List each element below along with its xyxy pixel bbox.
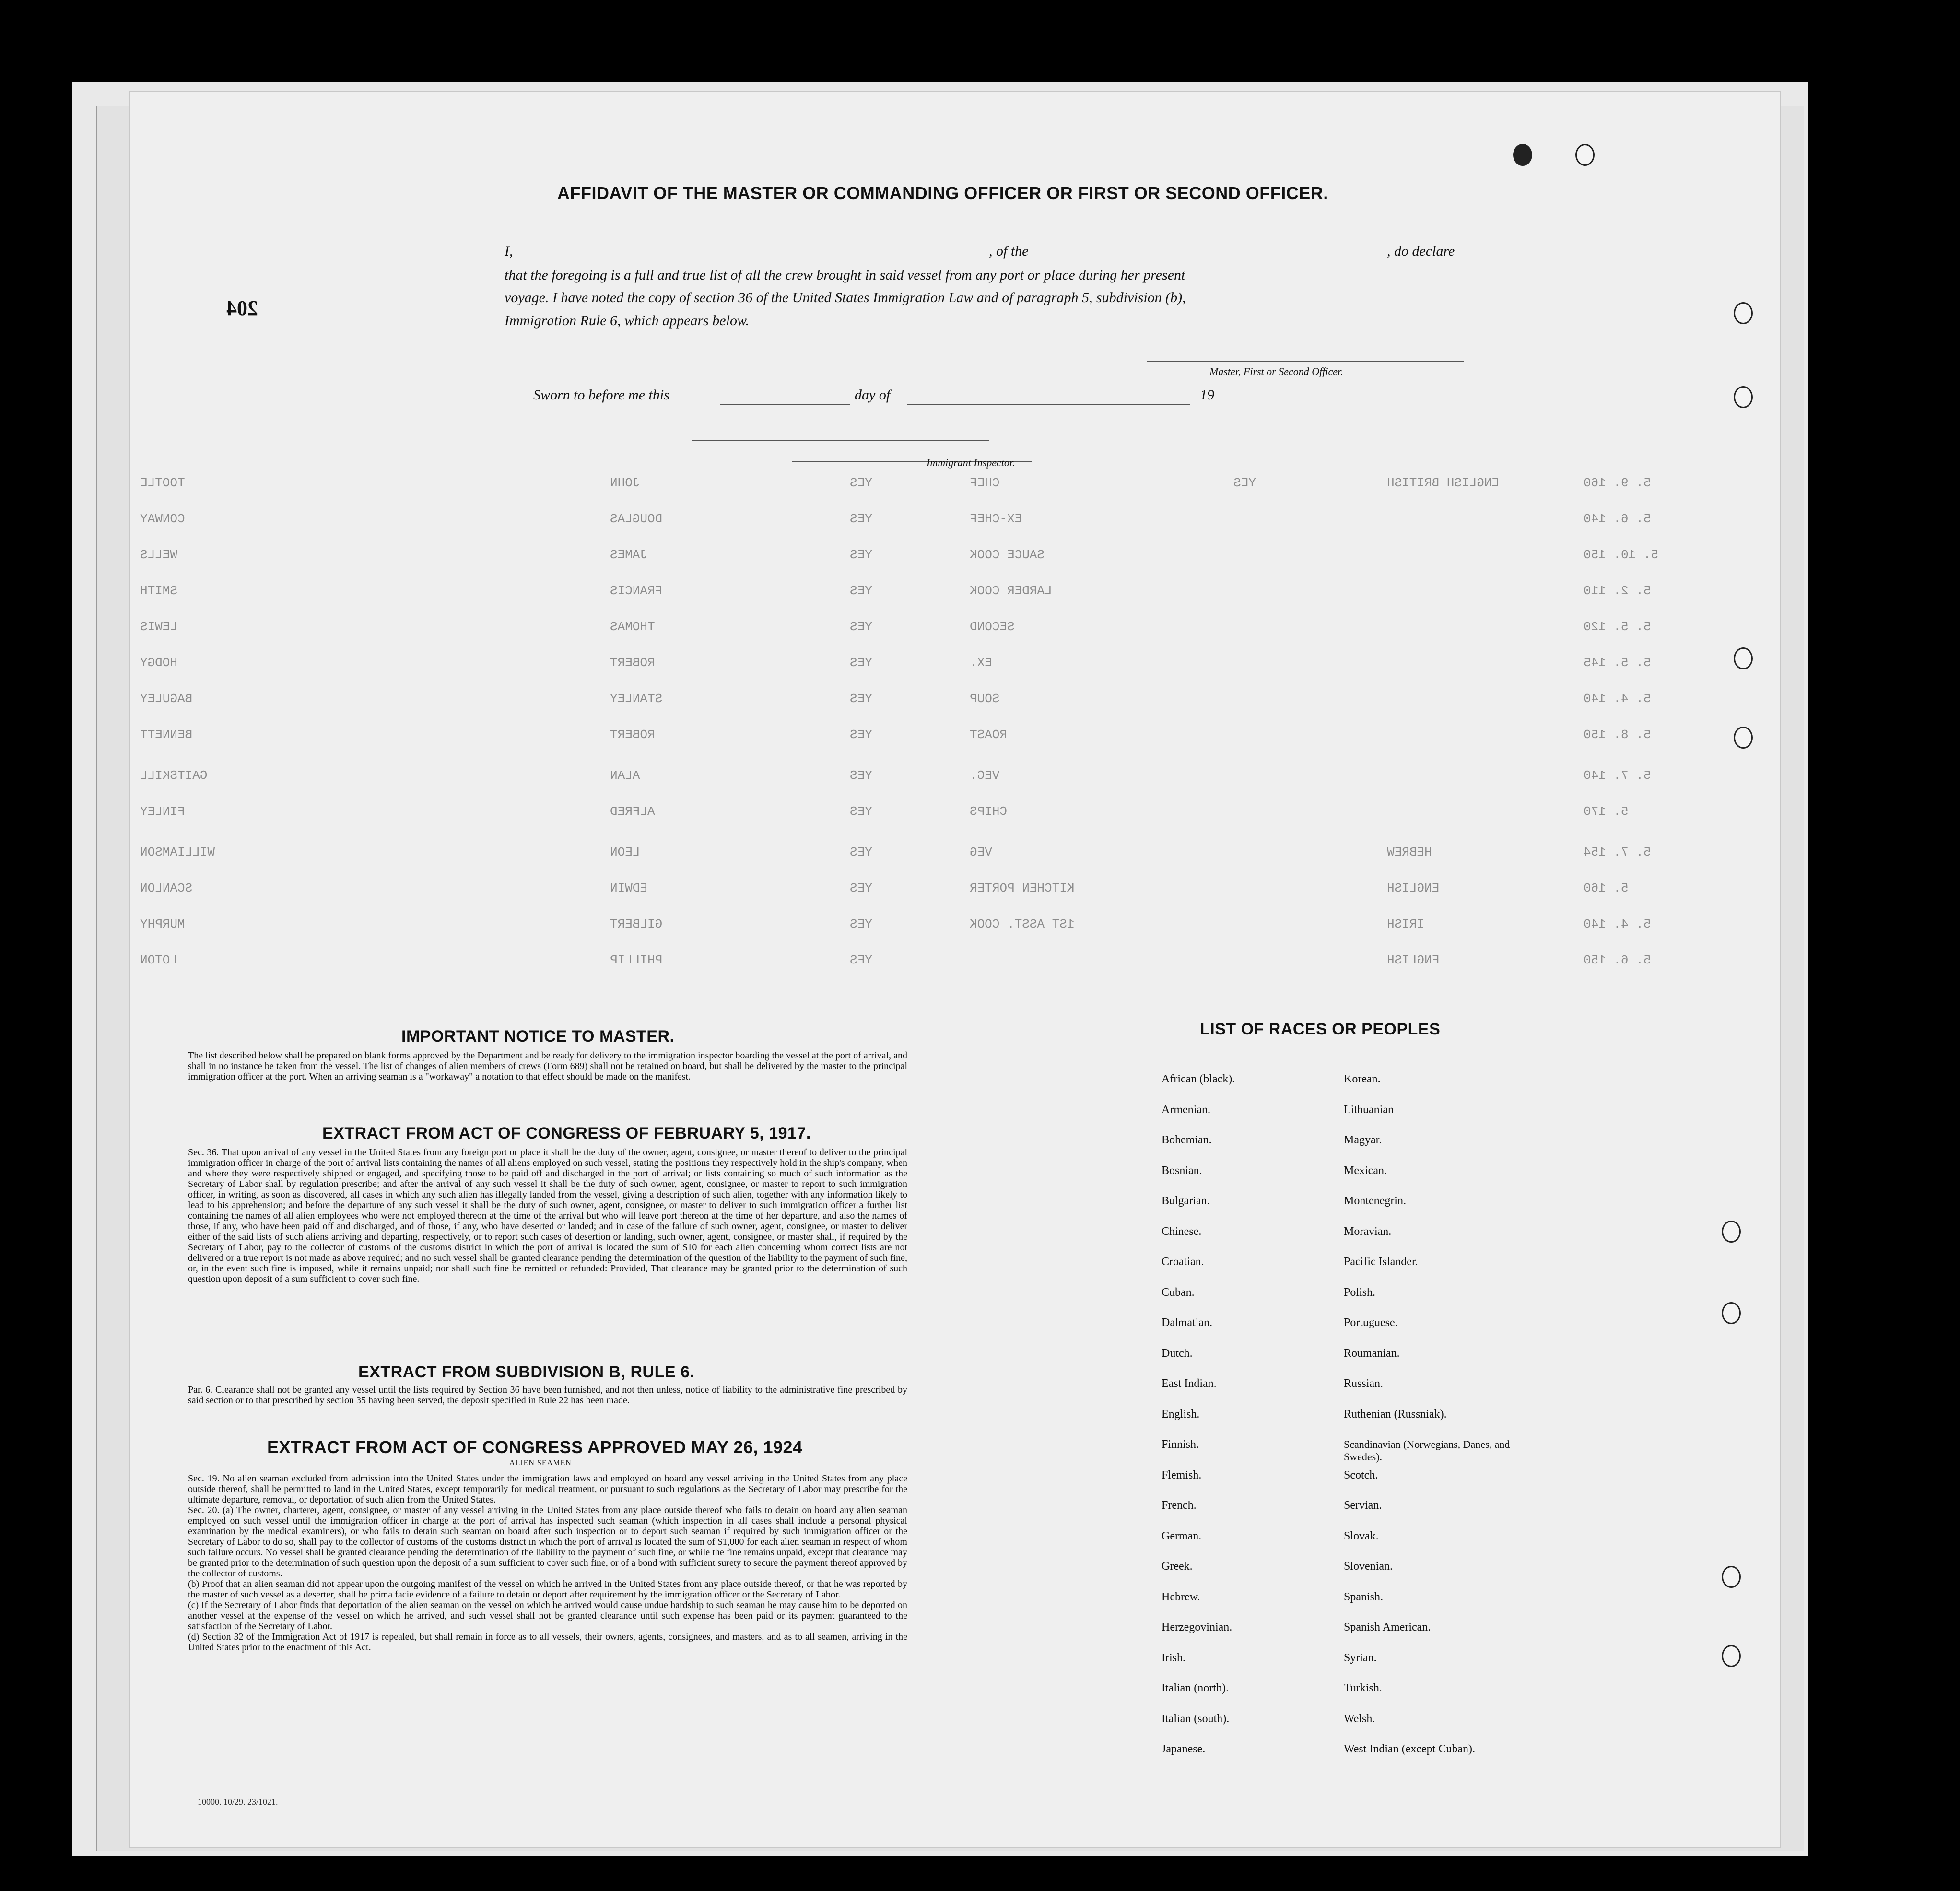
- race-item: Mexican.: [1344, 1164, 1387, 1177]
- races-left-column: [1162, 1073, 1344, 1774]
- race-item: Croatian.: [1162, 1256, 1204, 1268]
- race-item: Irish.: [1162, 1651, 1185, 1664]
- race-item: East Indian.: [1162, 1377, 1217, 1390]
- extract-1917-body: Sec. 36. That upon arrival of any vessel in the United States from any foreign port or place it shall be the duty of the owner, agent, consignee, or master thereof to deliver to the principal immigration officer in charge of the port of arrival lists containing the names of all aliens employed on such vessel, stating the positions they respectively hold in the ship's company, when and where they were respectively shipped or engaged, and specifying those to be paid off and discharged in the port of arrival; or lists containing so much of such information as the Secretary of Labor shall by regulation prescribe; and after the arrival of any such vessel it shall be the duty of such owner, agent, consignee, or master to report to such immigration officer, in writing, as soon as discovered, all cases in which any such alien has illegally landed from the vessel, giving a description of such alien, together with any information likely to lead to his apprehension; and before the departure of any such vessel it shall be the duty of such owner, agent, consignee, or master to deliver to such immigration officer a further list containing the names of all alien employees who were not employed thereon at the time of the arrival but who will leave port thereon at the time of her departure, and also the names of those, if any, who have been paid off and discharged, and of those, if any, who have deserted or landed; and in case of the failure of such owner, agent, consignee, or master to deliver either of the said lists of such aliens arriving and departing, respectively, or to report such cases of desertion or landing, such owner, agent, consignee, or master shall, if required by the Secretary of Labor, pay to the collector of customs of the customs district in which the port of arrival is located the sum of $10 for each alien concerning whom correct lists are not delivered or a true report is not made as above required; and no such vessel shall be granted clearance pending the determination of the question of the liability to the payment of such fine, or, in the event such fine is imposed, while it remains unpaid; nor shall such fine be remitted or refunded: Provided, That clearance may be granted prior to the determination of such question upon deposit of a sum sufficient to cover such fine.: [188, 1147, 907, 1284]
- sec-20c: (c) If the Secretary of Labor finds that deportation of the alien seaman on the vessel on which he arrived would cause undue hardship to such seaman he may cause him to be deported on another vessel at the expense of the vessel on which he arrived, and such vessel shall not be granted clearance until such expense has been paid or its payment guaranteed to the satisfaction of the Secretary of Labor.: [188, 1600, 907, 1632]
- race-item: Pacific Islander.: [1344, 1256, 1418, 1268]
- declaration-line-1: [505, 243, 1555, 259]
- race-item: Italian (north).: [1162, 1682, 1229, 1694]
- race-item: African (black).: [1162, 1073, 1235, 1085]
- race-item: Spanish American.: [1344, 1621, 1431, 1633]
- race-item: Chinese.: [1162, 1225, 1202, 1238]
- race-item: Scandinavian (Norwegians, Danes, and Swedes).: [1344, 1438, 1510, 1463]
- race-item: Dalmatian.: [1162, 1316, 1212, 1329]
- race-item: Slovenian.: [1344, 1560, 1393, 1573]
- race-item: Italian (south).: [1162, 1712, 1230, 1725]
- declaration-line-4: Immigration Rule 6, which appears below.: [505, 313, 750, 329]
- punch-hole: [1722, 1566, 1741, 1588]
- sworn-day-of: day of: [855, 387, 891, 403]
- race-item: Welsh.: [1344, 1712, 1375, 1725]
- extract-rule6-title: EXTRACT FROM SUBDIVISION B, RULE 6.: [358, 1363, 695, 1381]
- declaration-line-3: voyage. I have noted the copy of section 36 of the United States Immigration Law and of paragraph 5, subdivision (b),: [505, 290, 1186, 305]
- extract-1924-title: EXTRACT FROM ACT OF CONGRESS APPROVED MAY 26, 1924: [267, 1437, 803, 1457]
- race-item: Scotch.: [1344, 1468, 1378, 1481]
- sworn-day-line: [720, 404, 850, 405]
- signature-line: [1147, 361, 1464, 362]
- declaration-i: I,: [505, 243, 513, 259]
- race-item: Polish.: [1344, 1286, 1376, 1299]
- race-item: English.: [1162, 1408, 1200, 1421]
- race-item: Flemish.: [1162, 1468, 1202, 1481]
- sec-20a: Sec. 20. (a) The owner, charterer, agent, consignee, or master of any vessel arriving in the United States from any place outside thereof who fails to detain on board any alien seaman employed on such vessel until the immigration officer in charge at the port of arrival has inspected such seaman (which inspection in all cases shall include a personal physical examination by the medical examiners), or who fails to detain such seaman on board after such inspection or to deport such seaman if required by such immigration officer or the Secretary of Labor to do so, shall pay to the collector of customs of the customs district in which the port of arrival is located the sum of $1,000 for each alien seaman in respect of whom such failure occurs. No vessel shall be granted clearance pending the determination of the liability to the payment of such fine, or while the fine remains unpaid, except that clearance may be granted prior to the determination of such question upon the deposit of a sum sufficient to cover such fine, or of a bond with sufficient surety to secure the payment thereof approved by the collector of customs.: [188, 1505, 907, 1579]
- page-number: 204: [226, 296, 258, 320]
- declaration-do-declare: , do declare: [1387, 243, 1455, 259]
- declaration-of-the: , of the: [989, 243, 1029, 259]
- race-item: Spanish.: [1344, 1590, 1384, 1603]
- race-item: Lithuanian: [1344, 1103, 1394, 1116]
- race-item: Korean.: [1344, 1073, 1381, 1085]
- sworn-year: 19: [1200, 387, 1214, 403]
- races-title: LIST OF RACES OR PEOPLES: [1200, 1020, 1441, 1038]
- manifest-back-page: TOOTLE JOHN YES CHEF YES ENGLISH BRITISH 5. 9. 160 CONWAY DOUGLAS YES EX-CHEF 5. 6. 140 WELLS JAMES YES SAUCE COOK 5. 10. 150 SMITH FRANCIS YES LARDER COOK 5. 2. 110 LEWIS THOMAS YES SECOND 5. 5. 120 HODGY ROBERT YES EX. 5. 5. 145 BAGULEY STANLEY YES SOUP 5. 4. 140 BENNETT ROBERT YES ROAST 5. 8. 150 GAITSKILL ALAN YES VEG. 5. 7. 140 FINLEY ALFRED YES CHIPS 5. 170 WILLIAMSON LEON YES VEG HEBREW 5. 7. 154 SCANLON EDWIN YES KITCHEN PORTER ENGLISH 5. 160 MURPHY GILBERT YES 1ST ASST. COOK IRISH 5. 4. 140 LOTON PHILLIP YES ENGLISH 5. 6. 150 204 AFFIDAVIT OF THE MASTER OR COMMANDING OFFICER OR FIRST OR SECOND OFFICER. I, , of the , do declare that the foregoing is a full and true list of all the crew brought in said vessel from any port or place during her present voyage. I have noted the copy of section 36 of the United States Immigration Law and of paragraph 5, subdivision (b), Immigration Rule 6, which appears below. Master, First or Second Officer. Sworn to before me this day of 19 Immigrant Inspector. IMPORTANT NOTICE TO MASTER. The list described below shall be prepared on blank forms approved by the Department and be ready for delivery to the immigration inspector boarding the vessel at the port of arrival, and shall in no instance be taken from the vessel. The list of changes of alien members of crews (Form 689) shall not be retained on board, but shall be delivered by the master to the principal immigration officer at the port. When an arriving seaman is a "workaway" a notation to that effect should be made on the manifest. EXTRACT FROM ACT OF CONGRESS OF FEBRUARY 5, 1917. Sec. 36. That upon arrival of any vessel in the United States from any foreign port or place it shall be the duty of the owner, agent, consignee, or master thereof to deliver to the principal immigration officer in charge of the port of arrival lists containing the names of all aliens employed on such vessel, stating the positions they respectively hold in the ship's company, when and where they were respectively shipped or engaged, and specifying those to be paid off and discharged in the port of arrival; or lists containing so much of such information as the Secretary of Labor shall by regulation prescribe; and after the arrival of any such vessel it shall be the duty of such owner, agent, consignee, or master to report to such immigration officer, in writing, as soon as discovered, all cases in which any such alien has illegally landed from the vessel, giving a description of such alien, together with any information likely to lead to his apprehension; and before the departure of any such vessel it shall be the duty of such owner, agent, consignee, or master to deliver to such immigration officer a further list containing the names of all alien employees who were not employed thereon at the time of the arrival but who will leave port thereon at the time of her departure, and also the names of those, if any, who have been paid off and discharged, and of those, if any, who have deserted or landed; and in case of the failure of such owner, agent, consignee, or master to deliver either of the said lists of such aliens arriving and departing, respectively, or to report such cases of desertion or landing, such owner, agent, consignee, or master shall, if required by the Secretary of Labor, pay to the collector of customs of the customs district in which the port of arrival is located the sum of $10 for each alien concerning whom correct lists are not delivered or a true report is not made as above required; and no such vessel shall be granted clearance pending the determination of the question of the liability to the payment of such fine, or, in the event such fine is imposed, while it remains unpaid; nor shall such fine be remitted or refunded: Provided, That clearance may be granted prior to the determination of such question upon deposit of a sum sufficient to cover such fine. EXTRACT FROM SUBDIVISION B, RULE 6. Par. 6. Clearance shall not be granted any vessel until the lists required by Section 36 have been furnished, and not then unless, notice of liability to the administrative fine prescribed by said section or to that prescribed by section 35 having been served, the deposit specified in Rule 22 has been made. EXTRACT FROM ACT OF CONGRESS APPROVED MAY 26, 1924 ALIEN SEAMEN Sec. 19. No alien seaman excluded from admission into the United States under the immigration laws and employed on board any vessel arriving in the United States from any place outside thereof, shall be permitted to land in the United States, except temporarily for medical treatment, or pursuant to such regulations as the Secretary of Labor may prescribe for the ultimate departure, removal, or deportation of such alien from the United States. Sec. 20. (a) The owner, charterer, agent, consignee, or master of any vessel arriving in the United States from any place outside thereof who fails to detain on board any alien seaman employed on such vessel until the immigration officer in charge at the port of arrival has inspected such seaman (which inspection in all cases shall include a personal physical examination by the medical examiners), or who fails to detain such seaman on board after such inspection or to deport such seaman if required by such immigration officer or the Secretary of Labor to do so, shall pay to the collector of customs of the customs district in which the port of arrival is located the sum of $1,000 for each alien seaman in respect of whom such failure occurs. No vessel shall be granted clearance pending the determination of the liability to the payment of such fine, or while the fine remains unpaid, except that clearance may be granted prior to the determination of such question upon the deposit of a sum sufficient to cover such fine, or of a bond with sufficient surety to secure the payment thereof approved by the collector of customs. (b) Proof that an alien seaman did not appear upon the outgoing manifest of the vessel on which he arrived in the United States from any place outside thereof, or that he was reported by the master of such vessel as a deserter, shall be prima facie evidence of a failure to detain or deport after requirement by the immigration officer or the Secretary of Labor. (c) If the Secretary of Labor finds that deportation of the alien seaman on the vessel on which he arrived would cause undue hardship to such seaman he may cause him to be deported on another vessel at the expense of the vessel on which he arrived, and such vessel shall not be granted clearance until such expense has been paid or its payment guaranteed to the satisfaction of the Secretary of Labor. (d) Section 32 of the Immigration Act of 1917 is repealed, but shall remain in force as to all vessels, their owners, agents, consignees, and masters, and as to all seamen, arriving in the United States prior to the enactment of this Act. LIST OF RACES OR PEOPLES African (black). Armenian. Bohemian. Bosnian. Bulgarian. Chinese. Croatian. Cuban. Dalmatian. Dutch. East Indian. English. Finnish. Flemish. French. German. Greek. Hebrew. Herzegovinian. Irish. Italian (north). Italian (south). Japanese. Korean. Lithuanian Magyar. Mexican. Montenegrin. Moravian. Pacific Islander. Polish. Portuguese. Roumanian. Russian. Ruthenian (Russniak). Scandinavian (Norwegians, Danes, and Swedes). Scotch. Servian. Slovak. Slovenian. Spanish. Spanish American. Syrian. Turkish. Welsh. West Indian (except Cuban). 10000. 10/29. 23/1021.: [129, 91, 1781, 1848]
- race-item: Russian.: [1344, 1377, 1384, 1390]
- race-item: Montenegrin.: [1344, 1195, 1406, 1207]
- sworn-to-before: Sworn to before me this: [533, 387, 669, 403]
- sworn-line: [533, 387, 1253, 406]
- punch-hole: [1734, 727, 1753, 749]
- race-item: Bulgarian.: [1162, 1195, 1210, 1207]
- extract-1917-title: EXTRACT FROM ACT OF CONGRESS OF FEBRUARY 5, 1917.: [322, 1124, 811, 1142]
- race-item: Herzegovinian.: [1162, 1621, 1232, 1633]
- race-item: Finnish.: [1162, 1438, 1199, 1451]
- punch-hole: [1722, 1645, 1741, 1667]
- race-item: Roumanian.: [1344, 1347, 1400, 1360]
- sworn-month-line: [907, 404, 1190, 405]
- footer-print-code: 10000. 10/29. 23/1021.: [198, 1797, 278, 1807]
- signature-label: Master, First or Second Officer.: [1209, 365, 1343, 377]
- notice-body: The list described below shall be prepared on blank forms approved by the Department and be ready for delivery to the immigration inspector boarding the vessel at the port of arrival, and shall in no instance be taken from the vessel. The list of changes of alien members of crews (Form 689) shall not be retained on board, but shall be delivered by the master to the principal immigration officer at the port. When an arriving seaman is a "workaway" a notation to that effect should be made on the manifest.: [188, 1050, 907, 1082]
- race-item: Servian.: [1344, 1499, 1382, 1512]
- punch-hole: [1734, 647, 1753, 669]
- race-item: Japanese.: [1162, 1743, 1206, 1755]
- race-item: Ruthenian (Russniak).: [1344, 1408, 1447, 1421]
- punch-hole: [1513, 144, 1532, 166]
- sec-20b: (b) Proof that an alien seaman did not appear upon the outgoing manifest of the vessel on which he arrived in the United States from any place outside thereof, or that he was reported by the master of such vessel as a deserter, shall be prima facie evidence of a failure to detain or deport after requirement by the immigration officer or the Secretary of Labor.: [188, 1579, 907, 1600]
- race-item: Armenian.: [1162, 1103, 1210, 1116]
- extract-1924-subtitle: ALIEN SEAMEN: [509, 1459, 572, 1467]
- race-item: Turkish.: [1344, 1682, 1382, 1694]
- punch-hole: [1734, 386, 1753, 408]
- punch-hole: [1575, 144, 1595, 166]
- race-item: Magyar.: [1344, 1134, 1382, 1146]
- race-item: Moravian.: [1344, 1225, 1392, 1238]
- punch-hole: [1722, 1302, 1741, 1324]
- race-item: Greek.: [1162, 1560, 1193, 1573]
- punch-hole: [1722, 1221, 1741, 1243]
- race-item: Portuguese.: [1344, 1316, 1398, 1329]
- race-item: Cuban.: [1162, 1286, 1195, 1299]
- inspector-signature-line: [692, 440, 989, 441]
- race-item: Hebrew.: [1162, 1590, 1200, 1603]
- race-item: West Indian (except Cuban).: [1344, 1743, 1475, 1755]
- race-item: Bohemian.: [1162, 1134, 1212, 1146]
- extract-1924-body: [188, 1473, 907, 1653]
- race-item: Dutch.: [1162, 1347, 1193, 1360]
- sec-20d: (d) Section 32 of the Immigration Act of 1917 is repealed, but shall remain in force as to all vessels, their owners, agents, consignees, and masters, and as to all seamen, arriving in the United States prior to the enactment of this Act.: [188, 1632, 907, 1653]
- race-item: Syrian.: [1344, 1651, 1377, 1664]
- race-item: Slovak.: [1344, 1529, 1379, 1542]
- races-right-column: [1344, 1073, 1545, 1774]
- sec-19: Sec. 19. No alien seaman excluded from admission into the United States under the immigration laws and employed on board any vessel arriving in the United States from any place outside thereof, shall be permitted to land in the United States, except temporarily for medical treatment, or pursuant to such regulations as the Secretary of Labor may prescribe for the ultimate departure, removal, or deportation of such alien from the United States.: [188, 1473, 907, 1505]
- affidavit-title: AFFIDAVIT OF THE MASTER OR COMMANDING OFFICER OR FIRST OR SECOND OFFICER.: [557, 183, 1328, 203]
- race-item: German.: [1162, 1529, 1202, 1542]
- race-item: French.: [1162, 1499, 1197, 1512]
- punch-hole: [1734, 302, 1753, 324]
- race-item: Bosnian.: [1162, 1164, 1202, 1177]
- declaration-line-2: that the foregoing is a full and true list of all the crew brought in said vessel from any port or place during her present: [505, 267, 1185, 283]
- extract-rule6-body: Par. 6. Clearance shall not be granted any vessel until the lists required by Section 36 have been furnished, and not then unless, notice of liability to the administrative fine prescribed by said section or to that prescribed by section 35 having been served, the deposit specified in Rule 22 has been made.: [188, 1385, 907, 1406]
- notice-title: IMPORTANT NOTICE TO MASTER.: [401, 1027, 675, 1045]
- inspector-label: Immigrant Inspector.: [927, 457, 1015, 469]
